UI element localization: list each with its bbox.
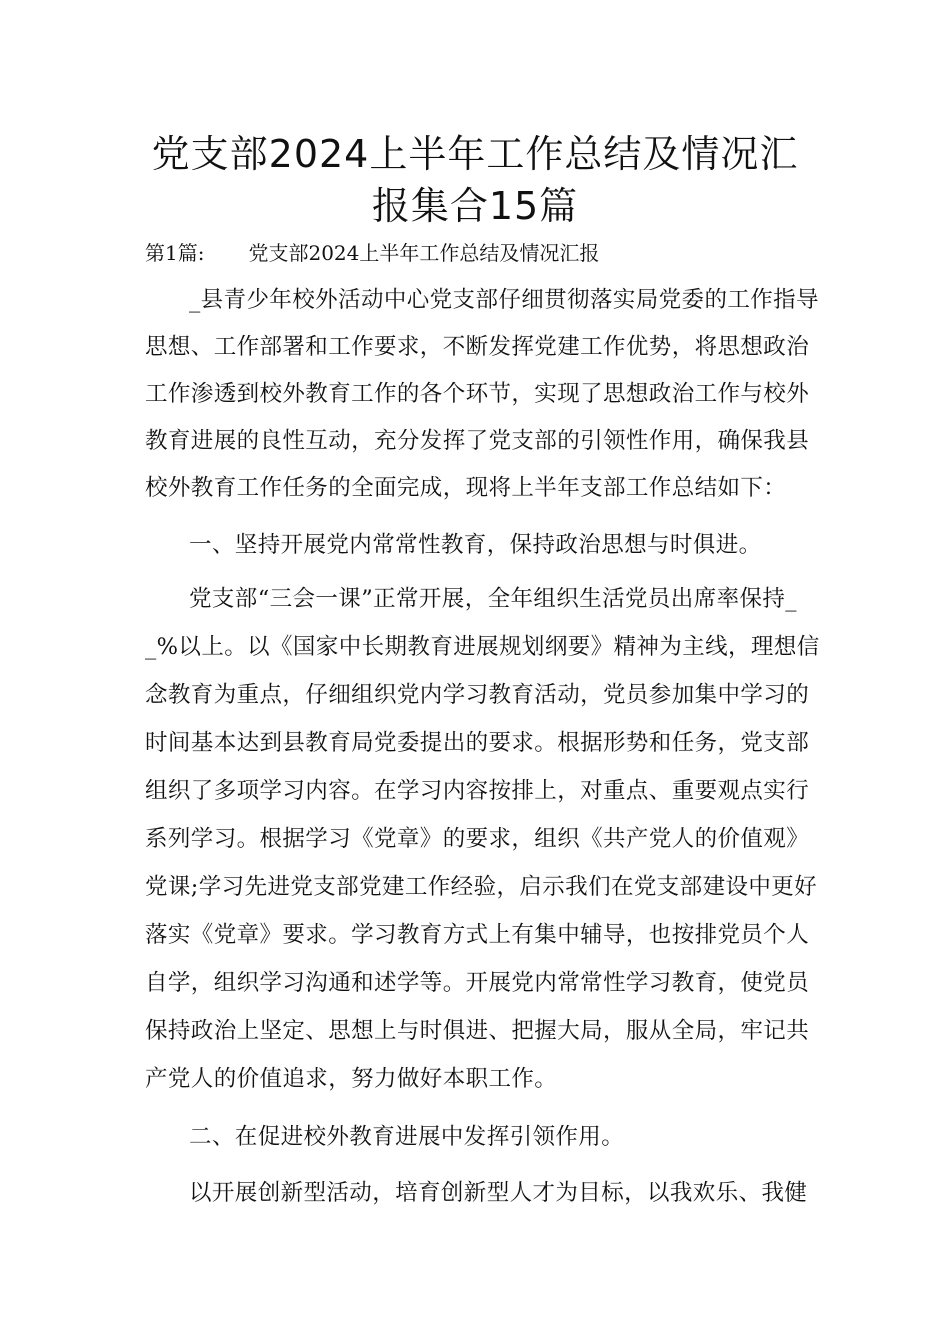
body-line: 党课;学习先进党支部党建工作经验，启示我们在党支部建设中更好 <box>145 874 818 900</box>
chapter-label: 第1篇: <box>145 241 205 265</box>
body-line: 组织了多项学习内容。在学习内容按排上，对重点、重要观点实行 <box>145 778 810 804</box>
body-line: 系列学习。根据学习《党章》的要求，组织《共产党人的价值观》 <box>145 826 810 852</box>
body-line: 念教育为重点，仔细组织党内学习教育活动，党员参加集中学习的 <box>145 682 810 708</box>
body-line: 工作渗透到校外教育工作的各个环节，实现了思想政治工作与校外 <box>145 381 810 407</box>
body-line: _%以上。以《国家中长期教育进展规划纲要》精神为主线，理想信 <box>145 634 820 660</box>
section-heading: 二、在促进校外教育进展中发挥引领作用。 <box>189 1124 625 1150</box>
body-line: 产党人的价值追求，努力做好本职工作。 <box>145 1066 558 1092</box>
document-title-line-1: 党支部2024上半年工作总结及情况汇 <box>151 132 799 176</box>
chapter-title: 党支部2024上半年工作总结及情况汇报 <box>248 241 600 265</box>
body-line: 时间基本达到县教育局党委提出的要求。根据形势和任务，党支部 <box>145 730 810 756</box>
body-line: 校外教育工作任务的全面完成，现将上半年支部工作总结如下： <box>145 475 787 501</box>
body-line: 教育进展的良性互动，充分发挥了党支部的引领性作用，确保我县 <box>145 428 810 454</box>
body-line: 党支部“三会一课”正常开展，全年组织生活党员出席率保持_ <box>189 586 797 612</box>
body-line: 保持政治上坚定、思想上与时俱进、把握大局，服从全局，牢记共 <box>145 1018 810 1044</box>
document-title-line-2: 报集合15篇 <box>371 184 579 228</box>
body-line: 落实《党章》要求。学习教育方式上有集中辅导，也按排党员个人 <box>145 922 810 948</box>
body-line: 以开展创新型活动，培育创新型人才为目标，以我欢乐、我健 <box>189 1180 808 1206</box>
chapter-heading <box>145 238 599 268</box>
section-heading: 一、坚持开展党内常常性教育，保持政治思想与时俱进。 <box>189 532 762 558</box>
body-line: 思想、工作部署和工作要求，不断发挥党建工作优势，将思想政治 <box>145 334 810 360</box>
body-line: 自学，组织学习沟通和述学等。开展党内常常性学习教育，使党员 <box>145 970 810 996</box>
body-line: _县青少年校外活动中心党支部仔细贯彻落实局党委的工作指导 <box>189 287 819 313</box>
